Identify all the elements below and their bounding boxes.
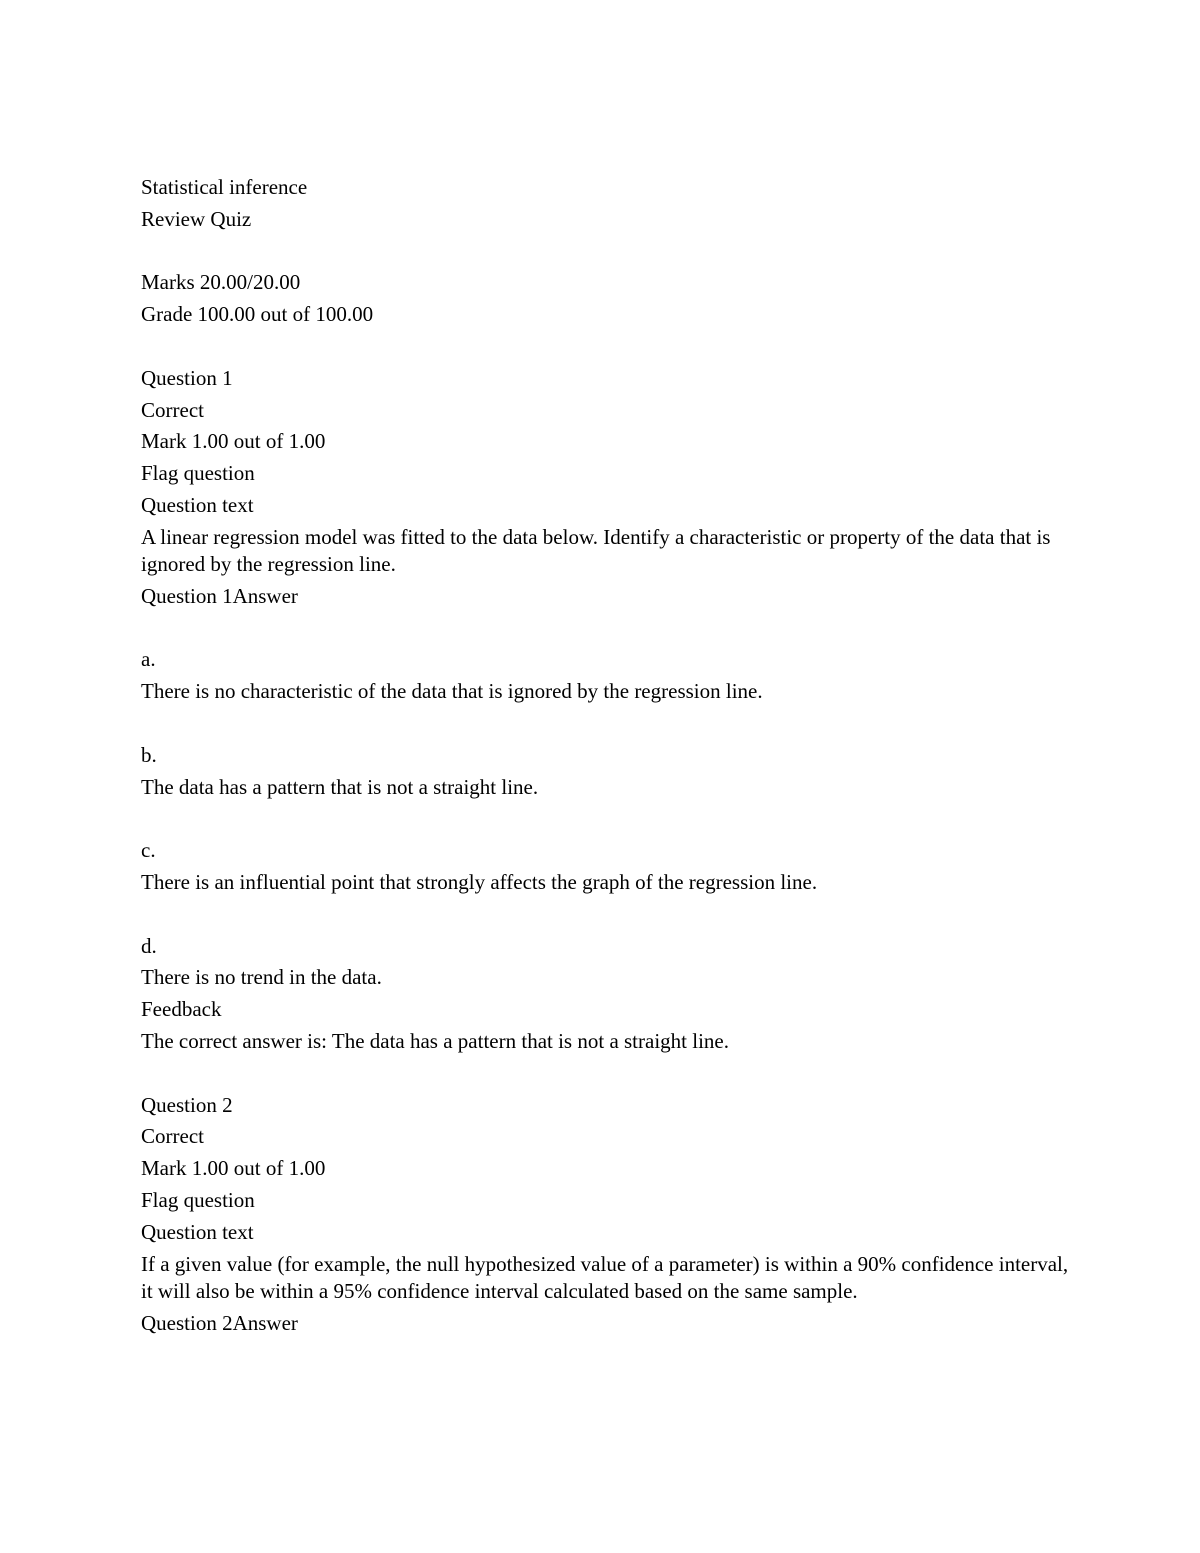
option-text: There is an influential point that strongly affects the graph of the regression line. — [141, 869, 818, 894]
answer-label: Question 1Answer — [141, 583, 298, 608]
option-text: The data has a pattern that is not a straight line. — [141, 774, 539, 799]
option-letter: a. — [141, 647, 156, 672]
option-letter: b. — [141, 742, 157, 767]
spacer — [141, 331, 1071, 363]
question-status: Correct — [141, 397, 204, 422]
option-text: There is no characteristic of the data that is ignored by the regression line. — [141, 679, 763, 704]
question-text: A linear regression model was fitted to the data below. Identify a characteristic or property of the data that is ignored by the regression line. — [141, 524, 1051, 576]
option-letter: d. — [141, 933, 157, 958]
question-2 — [141, 1090, 1071, 1340]
question-text-label: Question text — [141, 492, 254, 517]
marks-summary: Marks 20.00/20.00 — [141, 270, 301, 295]
answer-option-b[interactable] — [141, 740, 1071, 804]
flag-question-link[interactable]: Flag question — [141, 1187, 255, 1212]
answer-option-a[interactable] — [141, 644, 1071, 708]
question-title: Question 1 — [141, 365, 233, 390]
spacer — [141, 803, 1071, 835]
course-title: Statistical inference — [141, 175, 308, 199]
feedback-label: Feedback — [141, 997, 222, 1022]
document-page — [141, 172, 1071, 1339]
flag-question-link[interactable]: Flag question — [141, 461, 255, 486]
feedback-text: The correct answer is: The data has a pattern that is not a straight line. — [141, 1028, 729, 1053]
question-text: If a given value (for example, the null hypothesized value of a parameter) is within a 90% confidence interval, it will also be within a 95% confidence interval calculated based on the same sample. — [141, 1251, 1069, 1303]
question-mark: Mark 1.00 out of 1.00 — [141, 429, 326, 454]
question-status: Correct — [141, 1124, 204, 1149]
spacer — [141, 708, 1071, 740]
question-mark: Mark 1.00 out of 1.00 — [141, 1156, 326, 1181]
question-title: Question 2 — [141, 1092, 233, 1117]
option-letter: c. — [141, 838, 156, 863]
quiz-title: Review Quiz — [141, 206, 252, 231]
option-text: There is no trend in the data. — [141, 965, 382, 990]
spacer — [141, 236, 1071, 268]
spacer — [141, 613, 1071, 645]
spacer — [141, 899, 1071, 931]
spacer — [141, 1058, 1071, 1090]
answer-option-d[interactable] — [141, 931, 1071, 995]
grade-summary: Grade 100.00 out of 100.00 — [141, 302, 374, 327]
question-1 — [141, 363, 1071, 1058]
answer-option-c[interactable] — [141, 835, 1071, 899]
answer-label: Question 2Answer — [141, 1310, 298, 1335]
question-text-label: Question text — [141, 1219, 254, 1244]
